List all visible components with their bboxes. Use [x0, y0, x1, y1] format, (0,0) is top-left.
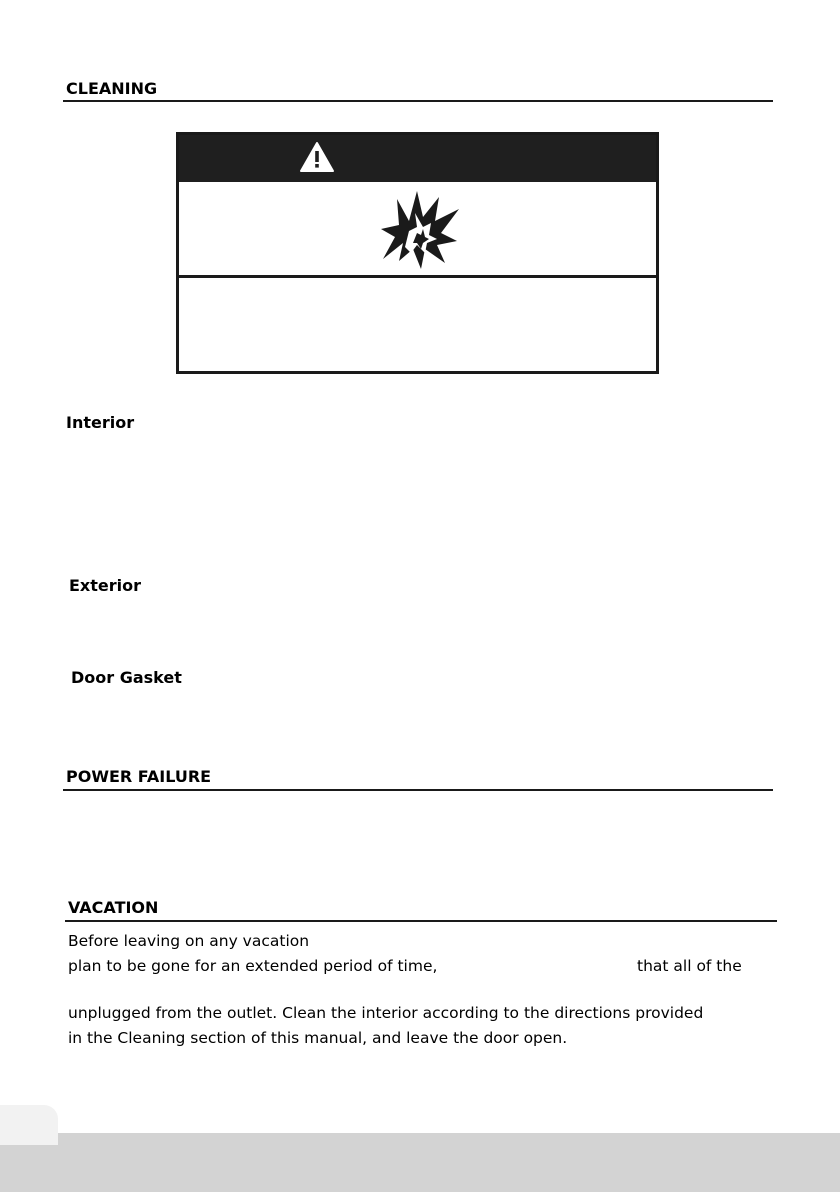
warning-divider	[179, 275, 656, 278]
vacation-line-3: that all of the	[637, 957, 742, 975]
door-gasket-heading: Door Gasket	[71, 668, 182, 687]
power-failure-heading: POWER FAILURE	[66, 767, 212, 786]
warning-box	[176, 132, 659, 374]
interior-heading: Interior	[66, 413, 135, 432]
vacation-line-2: plan to be gone for an extended period of time,	[68, 957, 438, 975]
vacation-line-1: Before leaving on any vacation	[68, 932, 310, 950]
vacation-line-5: in the Cleaning section of this manual, and leave the door open.	[68, 1029, 568, 1047]
warning-triangle-icon	[299, 141, 335, 173]
vacation-line-4: unplugged from the outlet. Clean the interior according to the directions provided	[68, 1004, 704, 1022]
exterior-heading: Exterior	[69, 576, 142, 595]
cleaning-heading: CLEANING	[66, 79, 158, 98]
vacation-heading: VACATION	[68, 898, 159, 917]
warning-header	[179, 135, 656, 182]
cleaning-rule	[63, 100, 773, 102]
explosion-icon	[375, 189, 465, 271]
page-number-tab	[0, 1105, 58, 1145]
vacation-rule	[65, 920, 777, 922]
power-failure-rule	[63, 789, 773, 791]
footer-bar	[0, 1133, 840, 1192]
